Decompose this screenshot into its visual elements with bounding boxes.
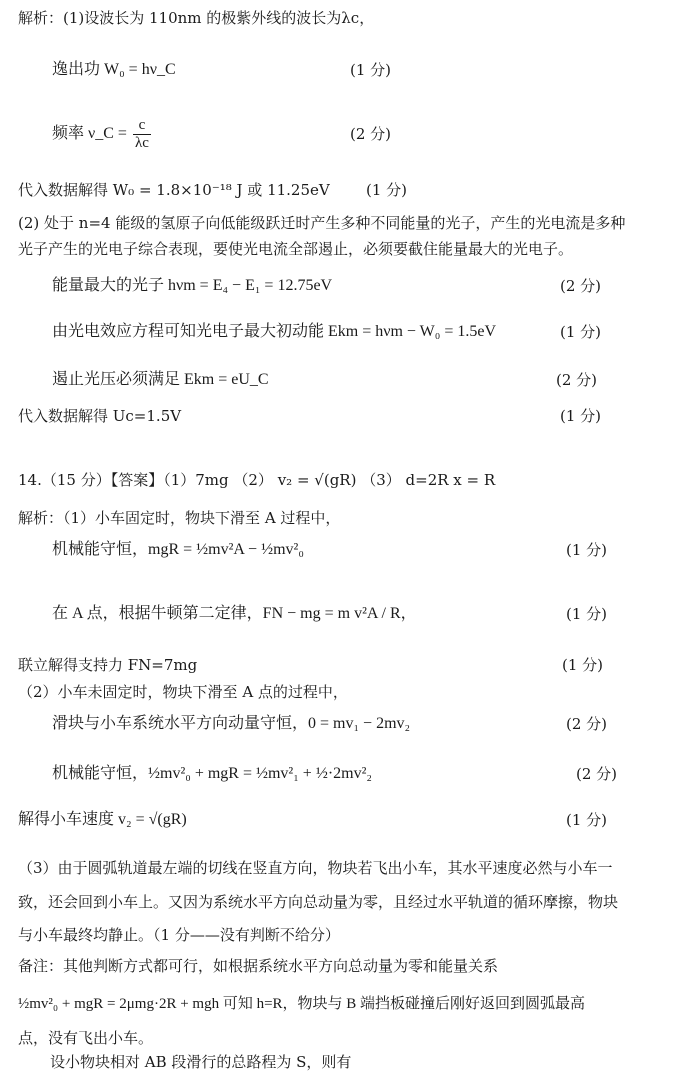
score-label: (1 分) <box>562 656 604 674</box>
analysis-intro: 解析：（1）小车固定时，物块下滑至 A 过程中， <box>18 509 341 527</box>
fraction-numerator: c <box>133 117 151 135</box>
result-line: 代入数据解得 Uc=1.5V <box>18 407 182 425</box>
fraction-denominator: λc <box>134 134 149 151</box>
frequency-lhs: 频率 ν_C = <box>52 125 127 142</box>
energy-conservation-equation: 机械能守恒，½mv²₀ + mgR = ½mv²₁ + ½·2mv²₂ <box>52 765 372 782</box>
stopping-voltage-equation: 遏止光压必须满足 Ekm = eU_C <box>52 371 269 388</box>
paragraph-line: （3）由于圆弧轨道最左端的切线在竖直方向，物块若飞出小车，其水平速度必然与小车一 <box>18 859 613 877</box>
note-line: 备注：其他判断方式都可行，如根据系统水平方向总动量为零和能量关系 <box>18 957 499 975</box>
score-label: (1 分) <box>366 181 408 199</box>
paragraph-line: （2）小车未固定时，物块下滑至 A 点的过程中， <box>18 683 348 701</box>
result-line: 联立解得支持力 FN=7mg <box>18 656 198 674</box>
result-line: 代入数据解得 W₀ = 1.8×10⁻¹⁸ J 或 11.25eV <box>18 181 330 199</box>
score-label: (2 分) <box>576 765 618 783</box>
score-label: (2 分) <box>566 715 608 733</box>
momentum-conservation-equation: 滑块与小车系统水平方向动量守恒，0 = mv₁ − 2mv₂ <box>52 715 411 732</box>
work-function-equation: 逸出功 W₀ = hν_C <box>52 61 176 78</box>
paragraph-line: 与小车最终均静止。（1 分——没有判断不给分） <box>18 926 340 944</box>
max-photon-energy-equation: 能量最大的光子 hνm = E₄ − E₁ = 12.75eV <box>52 277 333 294</box>
score-label: (2 分) <box>556 371 598 389</box>
score-label: (1 分) <box>566 541 608 559</box>
analysis-intro: 解析：(1)设波长为 110nm 的极紫外线的波长为λc， <box>18 9 375 27</box>
paragraph-line: 致，还会回到小车上。又因为系统水平方向总动量为零，且经过水平轨道的循环摩擦，物块 <box>18 893 619 911</box>
score-label: (1 分) <box>566 605 608 623</box>
paragraph-line: 设小物块相对 AB 段滑行的总路程为 S，则有 <box>50 1053 352 1071</box>
frequency-fraction <box>133 117 151 152</box>
question-14-answer: 14.（15 分）【答案】（1）7mg （2） v₂ = √(gR) （3） d=2R x = R <box>18 471 496 489</box>
frequency-equation <box>52 112 153 156</box>
paragraph-line: 光子产生的光电子综合表现，要使光电流全部遏止，必须要截住能量最大的光电子。 <box>18 240 574 258</box>
photoelectric-equation: 由光电效应方程可知光电子最大初动能 Ekm = hνm − W₀ = 1.5eV <box>52 323 497 340</box>
score-label: (1 分) <box>566 811 608 829</box>
score-label: (1 分) <box>350 61 392 79</box>
score-label: (2 分) <box>350 125 392 143</box>
newton-second-law-equation: 在 A 点，根据牛顿第二定律，FN − mg = m v²A / R， <box>52 605 417 622</box>
note-equation-line: ½mv²₀ + mgR = 2μmg·2R + mgh 可知 h=R，物块与 B 端挡板碰撞后刚好返回到圆弧最高 <box>18 996 586 1012</box>
result-line: 解得小车速度 v₂ = √(gR) <box>18 811 187 828</box>
score-label: (2 分) <box>560 277 602 295</box>
score-label: (1 分) <box>560 323 602 341</box>
paragraph-line: 点，没有飞出小车。 <box>18 1029 154 1047</box>
score-label: (1 分) <box>560 407 602 425</box>
paragraph-line: (2) 处于 n=4 能级的氢原子向低能级跃迁时产生多种不同能量的光子，产生的光电流是多种 <box>18 214 626 232</box>
energy-conservation-equation: 机械能守恒，mgR = ½mv²A − ½mv²₀ <box>52 541 304 558</box>
